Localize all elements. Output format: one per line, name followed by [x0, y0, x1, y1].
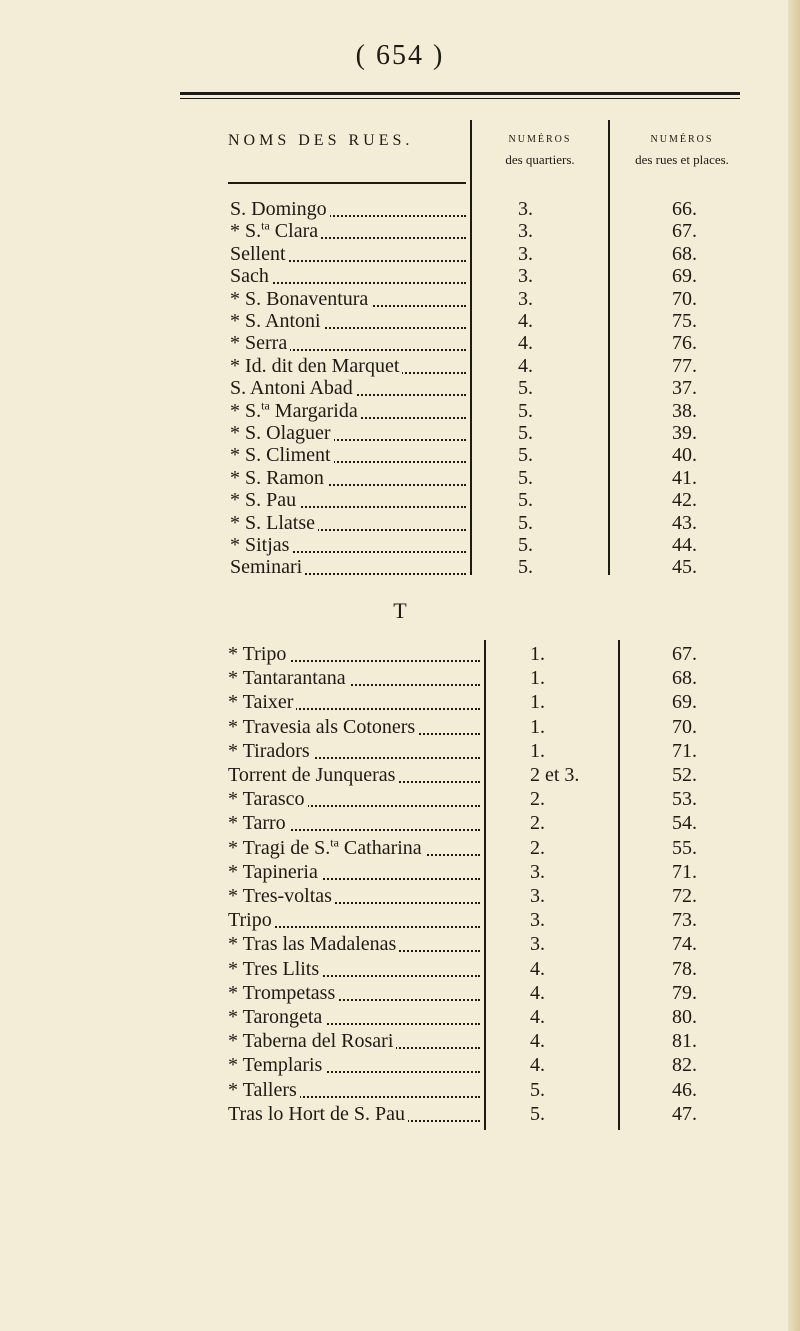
street-name: Tras lo Hort de S. Pau [228, 1103, 408, 1126]
street-name: * Tarasco [228, 788, 308, 811]
place-number: 72. [672, 885, 697, 907]
street-name: * S. Climent [230, 444, 334, 467]
place-number: 66. [672, 198, 697, 220]
place-number: 68. [672, 242, 697, 265]
place-number: 81. [672, 1030, 697, 1053]
quarter-number: 2. [530, 836, 545, 859]
place-number: 77. [672, 354, 697, 377]
quarter-number: 2 et 3. [530, 764, 580, 786]
place-number: 74. [672, 933, 697, 956]
place-number: 55. [672, 836, 697, 859]
place-number: 52. [672, 764, 697, 786]
table-row [0, 837, 800, 860]
street-name: * S. Bonaventura [230, 288, 371, 311]
place-number: 68. [672, 667, 697, 690]
quarter-number: 3. [518, 198, 533, 220]
quarter-number: 4. [518, 354, 533, 377]
places-header-upper: NUMÉROS [650, 134, 714, 145]
place-number: 40. [672, 444, 697, 467]
street-name: * Templaris [228, 1054, 325, 1077]
street-name: * S. Llatse [230, 512, 318, 535]
quarter-number: 3. [530, 909, 545, 932]
street-name: Sellent [230, 243, 289, 266]
street-name: * S. Pau [230, 489, 299, 512]
street-name: * Tras las Madalenas [228, 933, 399, 956]
table-row [0, 556, 800, 579]
street-name: * Tallers [228, 1079, 300, 1102]
place-number: 75. [672, 310, 697, 332]
place-number: 46. [672, 1078, 697, 1101]
place-number: 53. [672, 788, 697, 811]
street-name: * Tres-voltas [228, 885, 335, 908]
street-name: * S. Olaguer [230, 422, 334, 445]
places-header-lower: des rues et places. [635, 152, 729, 167]
place-number: 79. [672, 981, 697, 1004]
place-number: 39. [672, 422, 697, 444]
place-number: 37. [672, 377, 697, 400]
quarter-number: 5. [518, 511, 533, 534]
quarter-number: 5. [518, 534, 533, 556]
street-name: * Trompetass [228, 982, 338, 1005]
place-number: 70. [672, 715, 697, 738]
quarter-number: 4. [530, 1054, 545, 1077]
street-name: * S. Antoni [230, 310, 324, 333]
street-name: * Tragi de S.$^{ta}$ Catharina [228, 837, 425, 860]
header-rule-thin [180, 98, 740, 99]
place-number: 78. [672, 957, 697, 980]
quarter-number: 4. [518, 332, 533, 355]
column-header-rule [228, 182, 466, 184]
quarter-number: 5. [518, 399, 533, 422]
quarter-number: 5. [518, 466, 533, 489]
quarter-number: 5. [518, 556, 533, 579]
place-number: 80. [672, 1006, 697, 1028]
quarter-number: 5. [518, 422, 533, 444]
place-number: 42. [672, 489, 697, 512]
quarter-number: 4. [518, 310, 533, 332]
street-name: * Travesia als Cotoners [228, 716, 418, 739]
street-name: Torrent de Junqueras [228, 764, 398, 787]
quarter-number: 2. [530, 788, 545, 811]
quarters-header-upper: NUMÉROS [508, 134, 572, 145]
place-number: 76. [672, 332, 697, 355]
street-name: * Tapineria [228, 861, 321, 884]
quarter-number: 3. [518, 287, 533, 310]
street-name: * Tarongeta [228, 1006, 325, 1029]
quarter-number: 5. [518, 489, 533, 512]
quarter-number: 5. [530, 1078, 545, 1101]
place-number: 82. [672, 1054, 697, 1077]
place-number: 70. [672, 287, 697, 310]
quarter-number: 3. [530, 933, 545, 956]
quarter-number: 3. [530, 885, 545, 907]
quarter-number: 4. [530, 981, 545, 1004]
quarter-number: 5. [530, 1102, 545, 1125]
street-name: * Sitjas [230, 534, 292, 557]
place-number: 73. [672, 909, 697, 932]
street-name: * Tarro [228, 812, 289, 835]
quarter-number: 2. [530, 812, 545, 835]
quarter-number: 4. [530, 1006, 545, 1028]
place-number: 67. [672, 643, 697, 665]
quarter-number: 1. [530, 667, 545, 690]
quarter-number: 4. [530, 1030, 545, 1053]
place-number: 41. [672, 466, 697, 489]
table-row [0, 1103, 800, 1126]
column-header-places [612, 130, 752, 170]
place-number: 71. [672, 739, 697, 762]
page-number: ( 654 ) [355, 40, 445, 71]
street-name: * Tiradors [228, 740, 313, 763]
place-number: 47. [672, 1102, 697, 1125]
column-header-street-names: NOMS DES RUES. [228, 132, 414, 149]
section-letter: T [393, 598, 407, 623]
header-rule [180, 92, 740, 95]
street-name: * S.$^{ta}$ Clara [230, 220, 321, 243]
place-number: 38. [672, 399, 697, 422]
street-name: * S.$^{ta}$ Margarida [230, 400, 361, 423]
street-name: * Tripo [228, 643, 289, 666]
street-name: * Tantarantana [228, 667, 349, 690]
street-name: * S. Ramon [230, 467, 327, 490]
quarter-number: 1. [530, 715, 545, 738]
table-row [0, 355, 800, 378]
place-number: 43. [672, 511, 697, 534]
quarter-number: 3. [518, 220, 533, 243]
place-number: 69. [672, 265, 697, 288]
table-row [0, 716, 800, 739]
quarter-number: 3. [518, 265, 533, 288]
street-name: * Tres Llits [228, 958, 322, 981]
street-name: S. Domingo [230, 198, 330, 221]
quarter-number: 1. [530, 739, 545, 762]
street-name: S. Antoni Abad [230, 377, 356, 400]
place-number: 54. [672, 812, 697, 835]
column-header-quarters [476, 130, 604, 170]
quarters-header-lower: des quartiers. [505, 152, 575, 167]
street-name: * Taixer [228, 691, 296, 714]
street-name: * Id. dit den Marquet [230, 355, 402, 378]
street-name: * Serra [230, 332, 290, 355]
quarter-number: 3. [518, 242, 533, 265]
place-number: 67. [672, 220, 697, 243]
quarter-number: 4. [530, 957, 545, 980]
street-name: Seminari [230, 556, 305, 579]
quarter-number: 1. [530, 691, 545, 714]
place-number: 69. [672, 691, 697, 714]
place-number: 71. [672, 860, 697, 883]
quarter-number: 5. [518, 377, 533, 400]
quarter-number: 5. [518, 444, 533, 467]
street-name: Sach [230, 265, 272, 288]
quarter-number: 1. [530, 643, 545, 665]
quarter-number: 3. [530, 860, 545, 883]
place-number: 44. [672, 534, 697, 556]
street-name: * Taberna del Rosari [228, 1030, 396, 1053]
street-name: Tripo [228, 909, 275, 932]
place-number: 45. [672, 556, 697, 579]
